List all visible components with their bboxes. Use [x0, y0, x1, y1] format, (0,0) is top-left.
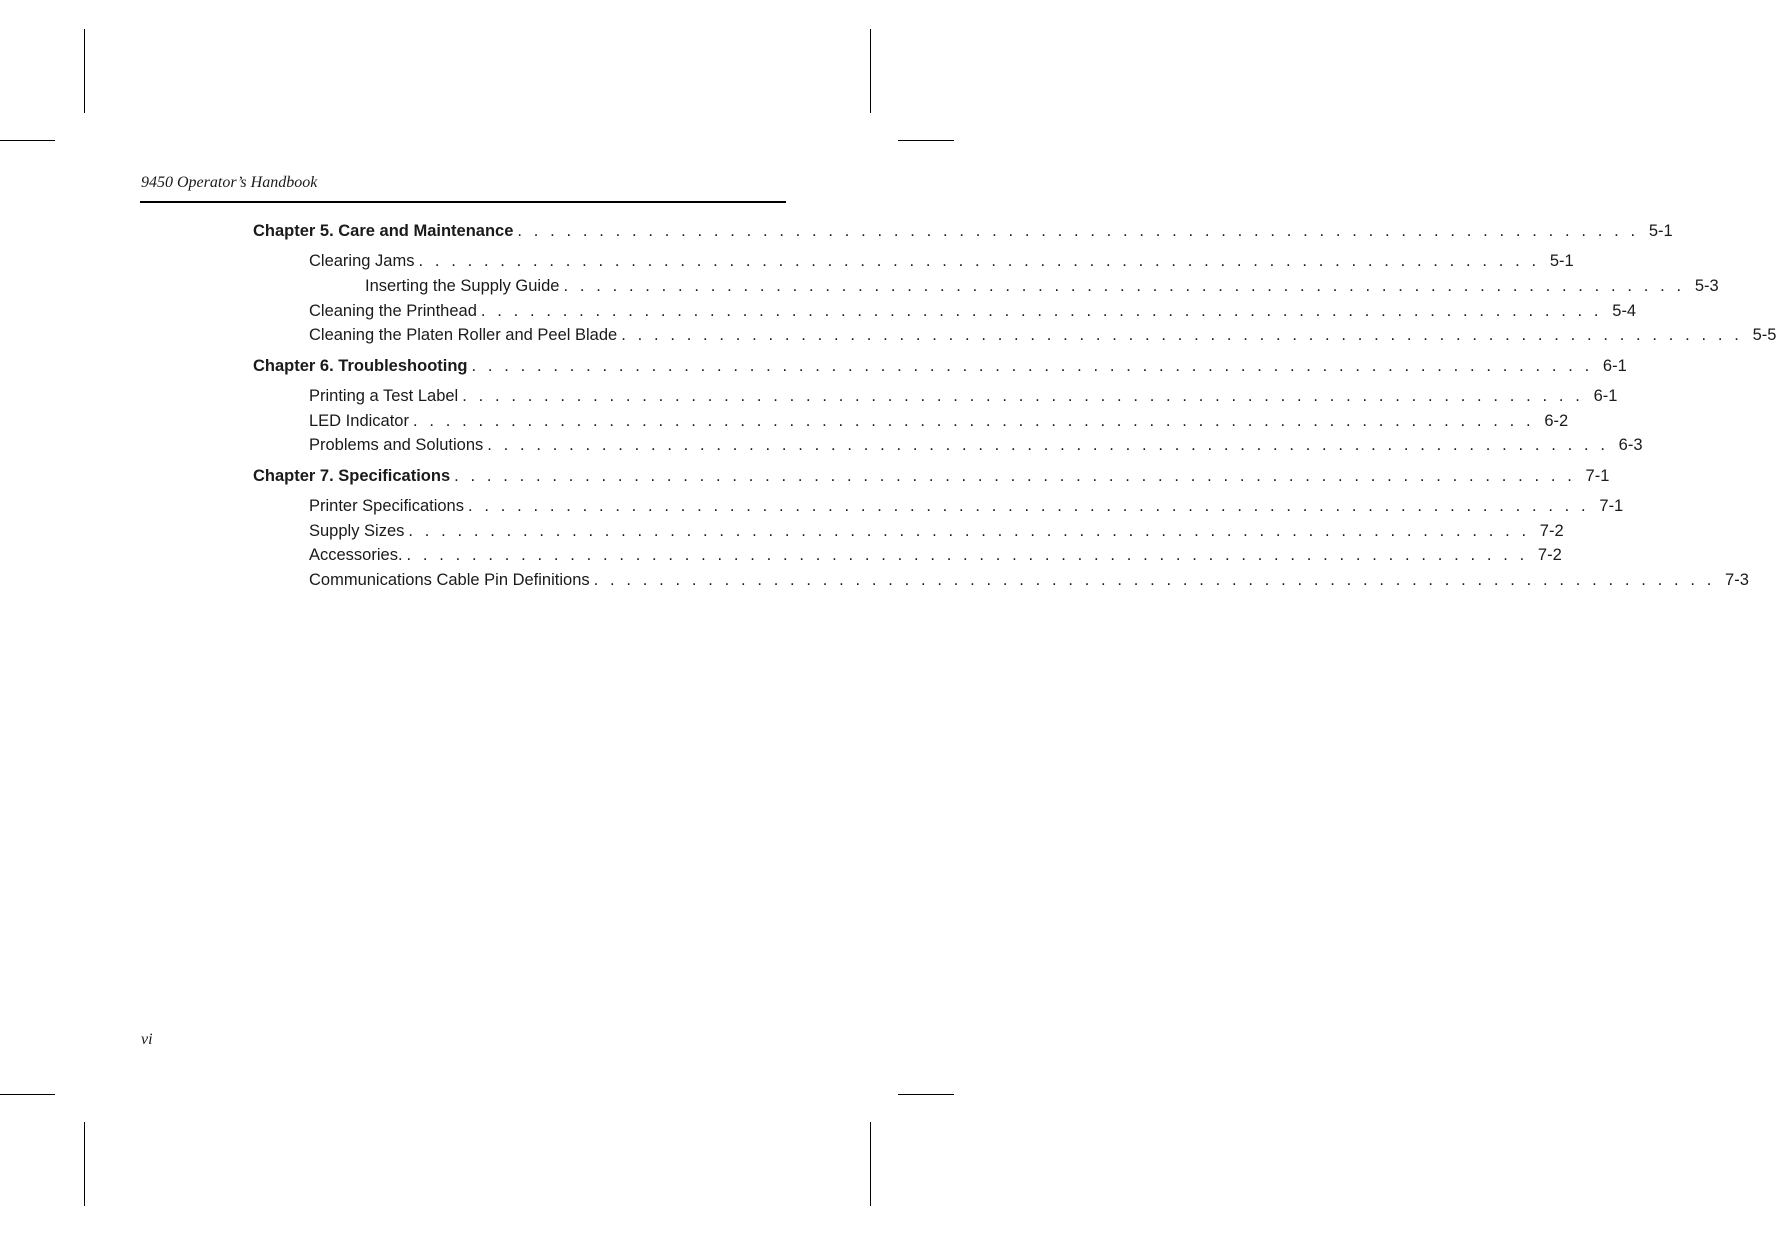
toc-entry-label: Chapter 6. Troubleshooting: [253, 355, 472, 377]
toc-entry-label: Accessories.: [309, 544, 407, 566]
toc-chapter-5[interactable]: [253, 220, 1673, 242]
toc-chapter-7[interactable]: [253, 465, 1610, 487]
toc-entry-label: Inserting the Supply Guide: [365, 275, 563, 297]
toc-entry-label: Clearing Jams: [309, 250, 418, 272]
toc-entry-problems-solutions[interactable]: [309, 434, 1643, 456]
dot-leader: . . . . . . . . . . . . . . . . . . . . . . . . . . . . . . . . . . . . . . . . . . . . . . . . . . . . . . . . . . . . . . . . . . . . .: [563, 277, 1685, 295]
toc-entry-page: 7-1: [1599, 497, 1624, 515]
toc-entry-page: 6-3: [1618, 436, 1643, 454]
toc-entry-page: 5-3: [1694, 277, 1719, 295]
toc-entry-label: Printing a Test Label: [309, 385, 462, 407]
toc-entry-supply-sizes[interactable]: [309, 520, 1564, 542]
toc-entry-page: 6-1: [1593, 387, 1618, 405]
toc-entry-page: 6-1: [1602, 357, 1627, 375]
dot-leader: . . . . . . . . . . . . . . . . . . . . . . . . . . . . . . . . . . . . . . . . . . . . . . . . . . . . . . . . . . . . . . . . . . . . .: [408, 522, 1530, 540]
toc-entry-label: Cleaning the Platen Roller and Peel Blade: [309, 324, 621, 346]
toc-entry-page: 5-1: [1648, 222, 1673, 240]
toc-entry-accessories[interactable]: [309, 544, 1562, 566]
toc-entry-page: 7-2: [1539, 522, 1564, 540]
toc-entry-clearing-jams[interactable]: [309, 250, 1574, 272]
toc-entry-cleaning-platen-roller[interactable]: [309, 324, 1776, 346]
dot-leader: . . . . . . . . . . . . . . . . . . . . . . . . . . . . . . . . . . . . . . . . . . . . . . . . . . . . . . . . . . . . . . . . . . . . .: [517, 222, 1639, 240]
dot-leader: . . . . . . . . . . . . . . . . . . . . . . . . . . . . . . . . . . . . . . . . . . . . . . . . . . . . . . . . . . . . . . . . . . . . .: [621, 326, 1743, 344]
toc-entry-page: 6-2: [1544, 412, 1569, 430]
dot-leader: . . . . . . . . . . . . . . . . . . . . . . . . . . . . . . . . . . . . . . . . . . . . . . . . . . . . . . . . . . . . . . . . . . . . .: [468, 497, 1590, 515]
toc-entry-communications-cable[interactable]: [309, 569, 1749, 591]
toc-entry-cleaning-printhead[interactable]: [309, 300, 1637, 322]
dot-leader: . . . . . . . . . . . . . . . . . . . . . . . . . . . . . . . . . . . . . . . . . . . . . . . . . . . . . . . . . . . . . . . . . . . . .: [593, 571, 1715, 589]
toc-entry-label: Chapter 7. Specifications: [253, 465, 454, 487]
toc-entry-label: Cleaning the Printhead: [309, 300, 481, 322]
toc-entry-page: 5-5: [1752, 326, 1776, 344]
dot-leader: . . . . . . . . . . . . . . . . . . . . . . . . . . . . . . . . . . . . . . . . . . . . . . . . . . . . . . . . . . . . . . . . . . . . .: [487, 436, 1609, 454]
running-head-title: 9450 Operator’s Handbook: [141, 174, 318, 191]
toc-chapter-6[interactable]: [253, 355, 1627, 377]
toc-entry-printing-test-label[interactable]: [309, 385, 1618, 407]
toc-entry-label: Chapter 5. Care and Maintenance: [253, 220, 517, 242]
dot-leader: . . . . . . . . . . . . . . . . . . . . . . . . . . . . . . . . . . . . . . . . . . . . . . . . . . . . . . . . . . . . . . . . . . . . .: [462, 387, 1584, 405]
toc-entry-printer-specifications[interactable]: [309, 495, 1624, 517]
toc-entry-page: 5-1: [1549, 252, 1574, 270]
toc-entry-page: 7-2: [1537, 546, 1562, 564]
toc-entry-label: LED Indicator: [309, 410, 413, 432]
toc-entry-label: Communications Cable Pin Definitions: [309, 569, 594, 591]
toc-entry-label: Printer Specifications: [309, 495, 468, 517]
toc-entry-inserting-supply-guide[interactable]: [365, 275, 1719, 297]
dot-leader: . . . . . . . . . . . . . . . . . . . . . . . . . . . . . . . . . . . . . . . . . . . . . . . . . . . . . . . . . . . . . . . . . . . . .: [454, 467, 1576, 485]
dot-leader: . . . . . . . . . . . . . . . . . . . . . . . . . . . . . . . . . . . . . . . . . . . . . . . . . . . . . . . . . . . . . . . . . . . . .: [412, 412, 1535, 430]
dot-leader: . . . . . . . . . . . . . . . . . . . . . . . . . . . . . . . . . . . . . . . . . . . . . . . . . . . . . . . . . . . . . . . . . . . . .: [418, 252, 1540, 270]
toc-entry-label: Supply Sizes: [309, 520, 408, 542]
toc-entry-page: 7-1: [1585, 467, 1610, 485]
toc-entry-label: Problems and Solutions: [309, 434, 487, 456]
page-number: vi: [141, 1031, 153, 1048]
dot-leader: . . . . . . . . . . . . . . . . . . . . . . . . . . . . . . . . . . . . . . . . . . . . . . . . . . . . . . . . . . . . . . . . . . . . .: [406, 546, 1528, 564]
dot-leader: . . . . . . . . . . . . . . . . . . . . . . . . . . . . . . . . . . . . . . . . . . . . . . . . . . . . . . . . . . . . . . . . . . . . .: [480, 302, 1603, 320]
toc-entry-page: 7-3: [1725, 571, 1749, 589]
toc-entry-page: 5-4: [1612, 302, 1637, 320]
toc-entry-led-indicator[interactable]: [309, 410, 1569, 432]
dot-leader: . . . . . . . . . . . . . . . . . . . . . . . . . . . . . . . . . . . . . . . . . . . . . . . . . . . . . . . . . . . . . . . . . . . . .: [471, 357, 1593, 375]
